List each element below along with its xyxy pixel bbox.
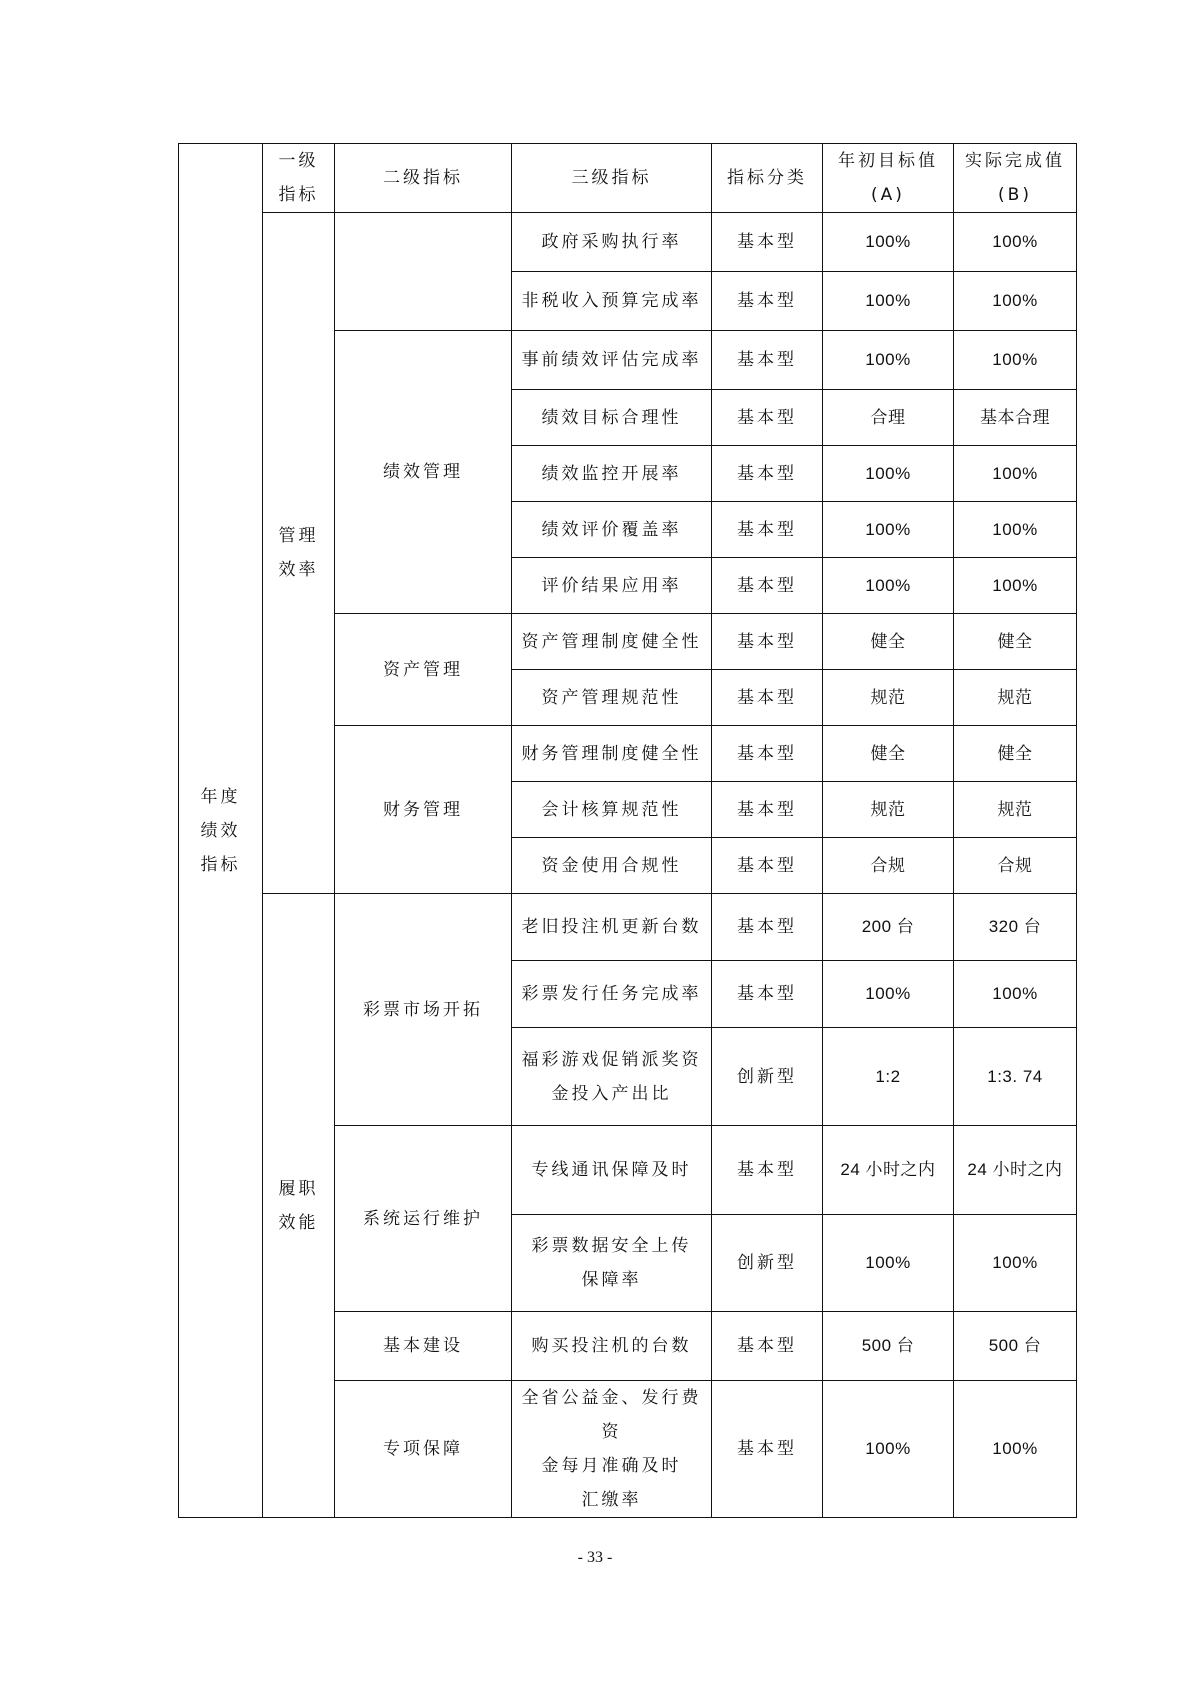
actual-cell: 500 台 (954, 1312, 1077, 1381)
type-cell: 基本型 (712, 331, 823, 390)
text: 管理 (278, 526, 319, 546)
actual-cell: 健全 (954, 614, 1077, 670)
type-cell: 基本型 (712, 1312, 823, 1381)
level2-system-operation: 系统运行维护 (335, 1126, 512, 1312)
level2-empty (335, 213, 512, 331)
level2-performance-management: 绩效管理 (335, 331, 512, 614)
type-cell: 基本型 (712, 558, 823, 614)
actual-cell: 100% (954, 558, 1077, 614)
level2-special-guarantee: 专项保障 (335, 1381, 512, 1518)
level2-lottery-market: 彩票市场开拓 (335, 894, 512, 1126)
type-cell: 基本型 (712, 446, 823, 502)
type-cell: 基本型 (712, 213, 823, 272)
actual-cell: 100% (954, 446, 1077, 502)
type-cell: 基本型 (712, 726, 823, 782)
level2-basic-construction: 基本建设 (335, 1312, 512, 1381)
type-cell: 基本型 (712, 894, 823, 961)
text: 效率 (278, 560, 319, 580)
indicator-cell (512, 1215, 712, 1312)
header-type: 指标分类 (712, 144, 823, 213)
actual-cell: 合规 (954, 838, 1077, 894)
target-cell: 规范 (823, 782, 954, 838)
type-cell: 基本型 (712, 1126, 823, 1215)
text: 实际完成值 (965, 151, 1065, 171)
table-row (179, 894, 1077, 961)
type-cell: 基本型 (712, 1381, 823, 1518)
indicator-cell: 购买投注机的台数 (512, 1312, 712, 1381)
target-cell: 100% (823, 558, 954, 614)
level1-management-efficiency (263, 213, 335, 894)
header-target (823, 144, 954, 213)
target-cell: 500 台 (823, 1312, 954, 1381)
actual-cell: 100% (954, 502, 1077, 558)
type-cell: 基本型 (712, 390, 823, 446)
indicator-cell: 绩效监控开展率 (512, 446, 712, 502)
target-cell: 合理 (823, 390, 954, 446)
text: (A) (871, 185, 905, 205)
actual-cell: 健全 (954, 726, 1077, 782)
table-header-row (179, 144, 1077, 213)
text: 履职 (278, 1178, 319, 1199)
actual-cell: 规范 (954, 782, 1077, 838)
indicator-cell (512, 1381, 712, 1518)
target-cell: 规范 (823, 670, 954, 726)
header-level1 (263, 144, 335, 213)
indicator-cell (512, 1028, 712, 1126)
text: 金投入产出比 (551, 1083, 672, 1104)
target-cell: 100% (823, 331, 954, 390)
indicator-cell: 彩票发行任务完成率 (512, 961, 712, 1028)
type-cell: 基本型 (712, 961, 823, 1028)
indicator-cell: 老旧投注机更新台数 (512, 894, 712, 961)
indicator-cell: 会计核算规范性 (512, 782, 712, 838)
actual-cell: 320 台 (954, 894, 1077, 961)
actual-cell: 100% (954, 272, 1077, 331)
type-cell: 基本型 (712, 502, 823, 558)
text: 绩效 (200, 820, 241, 841)
performance-indicator-table (178, 143, 1077, 1518)
actual-cell: 1:3. 74 (954, 1028, 1077, 1126)
row-header-annual-performance (179, 144, 263, 1518)
target-cell: 24 小时之内 (823, 1126, 954, 1215)
text: 年度 (200, 786, 241, 807)
header-level2: 二级指标 (335, 144, 512, 213)
actual-cell: 100% (954, 1381, 1077, 1518)
target-cell: 健全 (823, 614, 954, 670)
actual-cell: 100% (954, 331, 1077, 390)
indicator-cell: 绩效目标合理性 (512, 390, 712, 446)
text: 指标 (200, 854, 241, 875)
page-number: - 33 - (577, 1549, 613, 1566)
indicator-cell: 资产管理制度健全性 (512, 614, 712, 670)
indicator-cell: 财务管理制度健全性 (512, 726, 712, 782)
actual-cell: 基本合理 (954, 390, 1077, 446)
type-cell: 基本型 (712, 272, 823, 331)
type-cell: 基本型 (712, 838, 823, 894)
target-cell: 合规 (823, 838, 954, 894)
target-cell: 100% (823, 272, 954, 331)
indicator-cell: 专线通讯保障及时 (512, 1126, 712, 1215)
indicator-cell: 评价结果应用率 (512, 558, 712, 614)
header-actual (954, 144, 1077, 213)
header-level3: 三级指标 (512, 144, 712, 213)
actual-cell: 100% (954, 961, 1077, 1028)
indicator-cell: 资产管理规范性 (512, 670, 712, 726)
level1-performance-effectiveness (263, 894, 335, 1518)
actual-cell: 规范 (954, 670, 1077, 726)
text: 一级 (278, 151, 319, 171)
target-cell: 100% (823, 213, 954, 272)
indicator-cell: 资金使用合规性 (512, 838, 712, 894)
type-cell: 基本型 (712, 614, 823, 670)
text: 福彩游戏促销派奖资 (521, 1049, 702, 1070)
actual-cell: 100% (954, 213, 1077, 272)
target-cell: 100% (823, 1381, 954, 1518)
text: 保障率 (581, 1270, 642, 1290)
type-cell: 基本型 (712, 670, 823, 726)
text: 彩票数据安全上传 (531, 1236, 692, 1256)
text: (B) (998, 185, 1032, 205)
text: 效能 (278, 1212, 319, 1233)
text: 年初目标值 (838, 151, 938, 171)
text: 金每月准确及时 (541, 1456, 682, 1476)
text: 指标 (278, 185, 319, 205)
text: 全省公益金、发行费资 (521, 1388, 702, 1442)
indicator-cell: 绩效评价覆盖率 (512, 502, 712, 558)
table-row (179, 213, 1077, 272)
type-cell: 基本型 (712, 782, 823, 838)
level2-finance-management: 财务管理 (335, 726, 512, 894)
target-cell: 200 台 (823, 894, 954, 961)
indicator-cell: 非税收入预算完成率 (512, 272, 712, 331)
target-cell: 100% (823, 502, 954, 558)
target-cell: 100% (823, 446, 954, 502)
level2-asset-management: 资产管理 (335, 614, 512, 726)
actual-cell: 100% (954, 1215, 1077, 1312)
target-cell: 100% (823, 961, 954, 1028)
target-cell: 1:2 (823, 1028, 954, 1126)
target-cell: 100% (823, 1215, 954, 1312)
text: 汇缴率 (581, 1490, 642, 1510)
type-cell: 创新型 (712, 1215, 823, 1312)
indicator-cell: 事前绩效评估完成率 (512, 331, 712, 390)
actual-cell: 24 小时之内 (954, 1126, 1077, 1215)
target-cell: 健全 (823, 726, 954, 782)
type-cell: 创新型 (712, 1028, 823, 1126)
indicator-cell: 政府采购执行率 (512, 213, 712, 272)
